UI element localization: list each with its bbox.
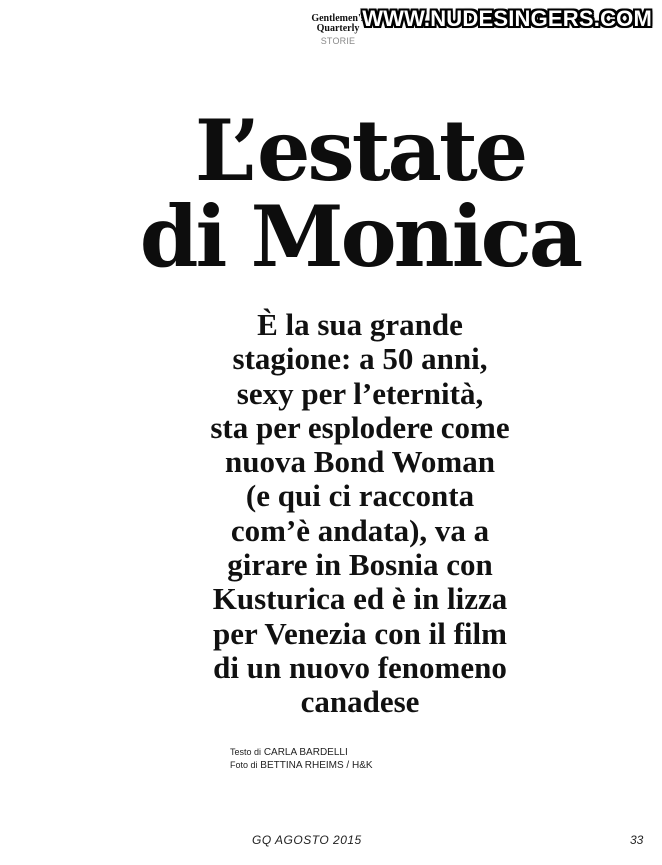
deck-line: girare in Bosnia con bbox=[227, 547, 493, 583]
section-label: STORIE bbox=[320, 36, 356, 46]
article-headline bbox=[100, 101, 620, 286]
deck-line: (e qui ci racconta bbox=[245, 478, 475, 514]
deck-line: Kusturica ed è in lizza bbox=[212, 581, 508, 617]
photo-credit-author: BETTINA RHEIMS / H&K bbox=[260, 760, 373, 771]
article-credits bbox=[230, 746, 470, 772]
deck-line: È la sua grande bbox=[257, 307, 463, 342]
magazine-masthead bbox=[308, 14, 368, 46]
photo-credit-prefix: Foto di bbox=[230, 760, 258, 770]
deck-line: stagione: a 50 anni, bbox=[232, 341, 488, 377]
text-credit bbox=[230, 746, 470, 759]
deck-line: di un nuovo fenomeno bbox=[213, 649, 507, 685]
masthead-line-1: Gentlemen's bbox=[311, 13, 365, 24]
article-deck bbox=[110, 308, 610, 720]
text-credit-author: CARLA BARDELLI bbox=[263, 747, 348, 758]
text-credit-prefix: Testo di bbox=[230, 747, 262, 757]
deck-line: sexy per l’eternità, bbox=[236, 375, 484, 411]
deck-line: com’è andata), va a bbox=[230, 512, 490, 548]
deck-line: per Venezia con il film bbox=[213, 615, 507, 651]
photo-credit bbox=[230, 759, 470, 772]
headline-line-1: L’estate bbox=[194, 101, 526, 200]
headline-line-2: di Monica bbox=[139, 187, 581, 286]
footer-folio: GQ AGOSTO 2015 bbox=[252, 833, 362, 847]
deck-line: sta per esplodere come bbox=[210, 409, 510, 445]
deck-line: canadese bbox=[300, 684, 420, 720]
site-watermark: WWW.NUDESINGERS.COM bbox=[362, 6, 652, 31]
deck-line: nuova Bond Woman bbox=[225, 444, 495, 480]
masthead-line-2: Quarterly bbox=[316, 23, 360, 34]
page-number: 33 bbox=[630, 833, 644, 847]
